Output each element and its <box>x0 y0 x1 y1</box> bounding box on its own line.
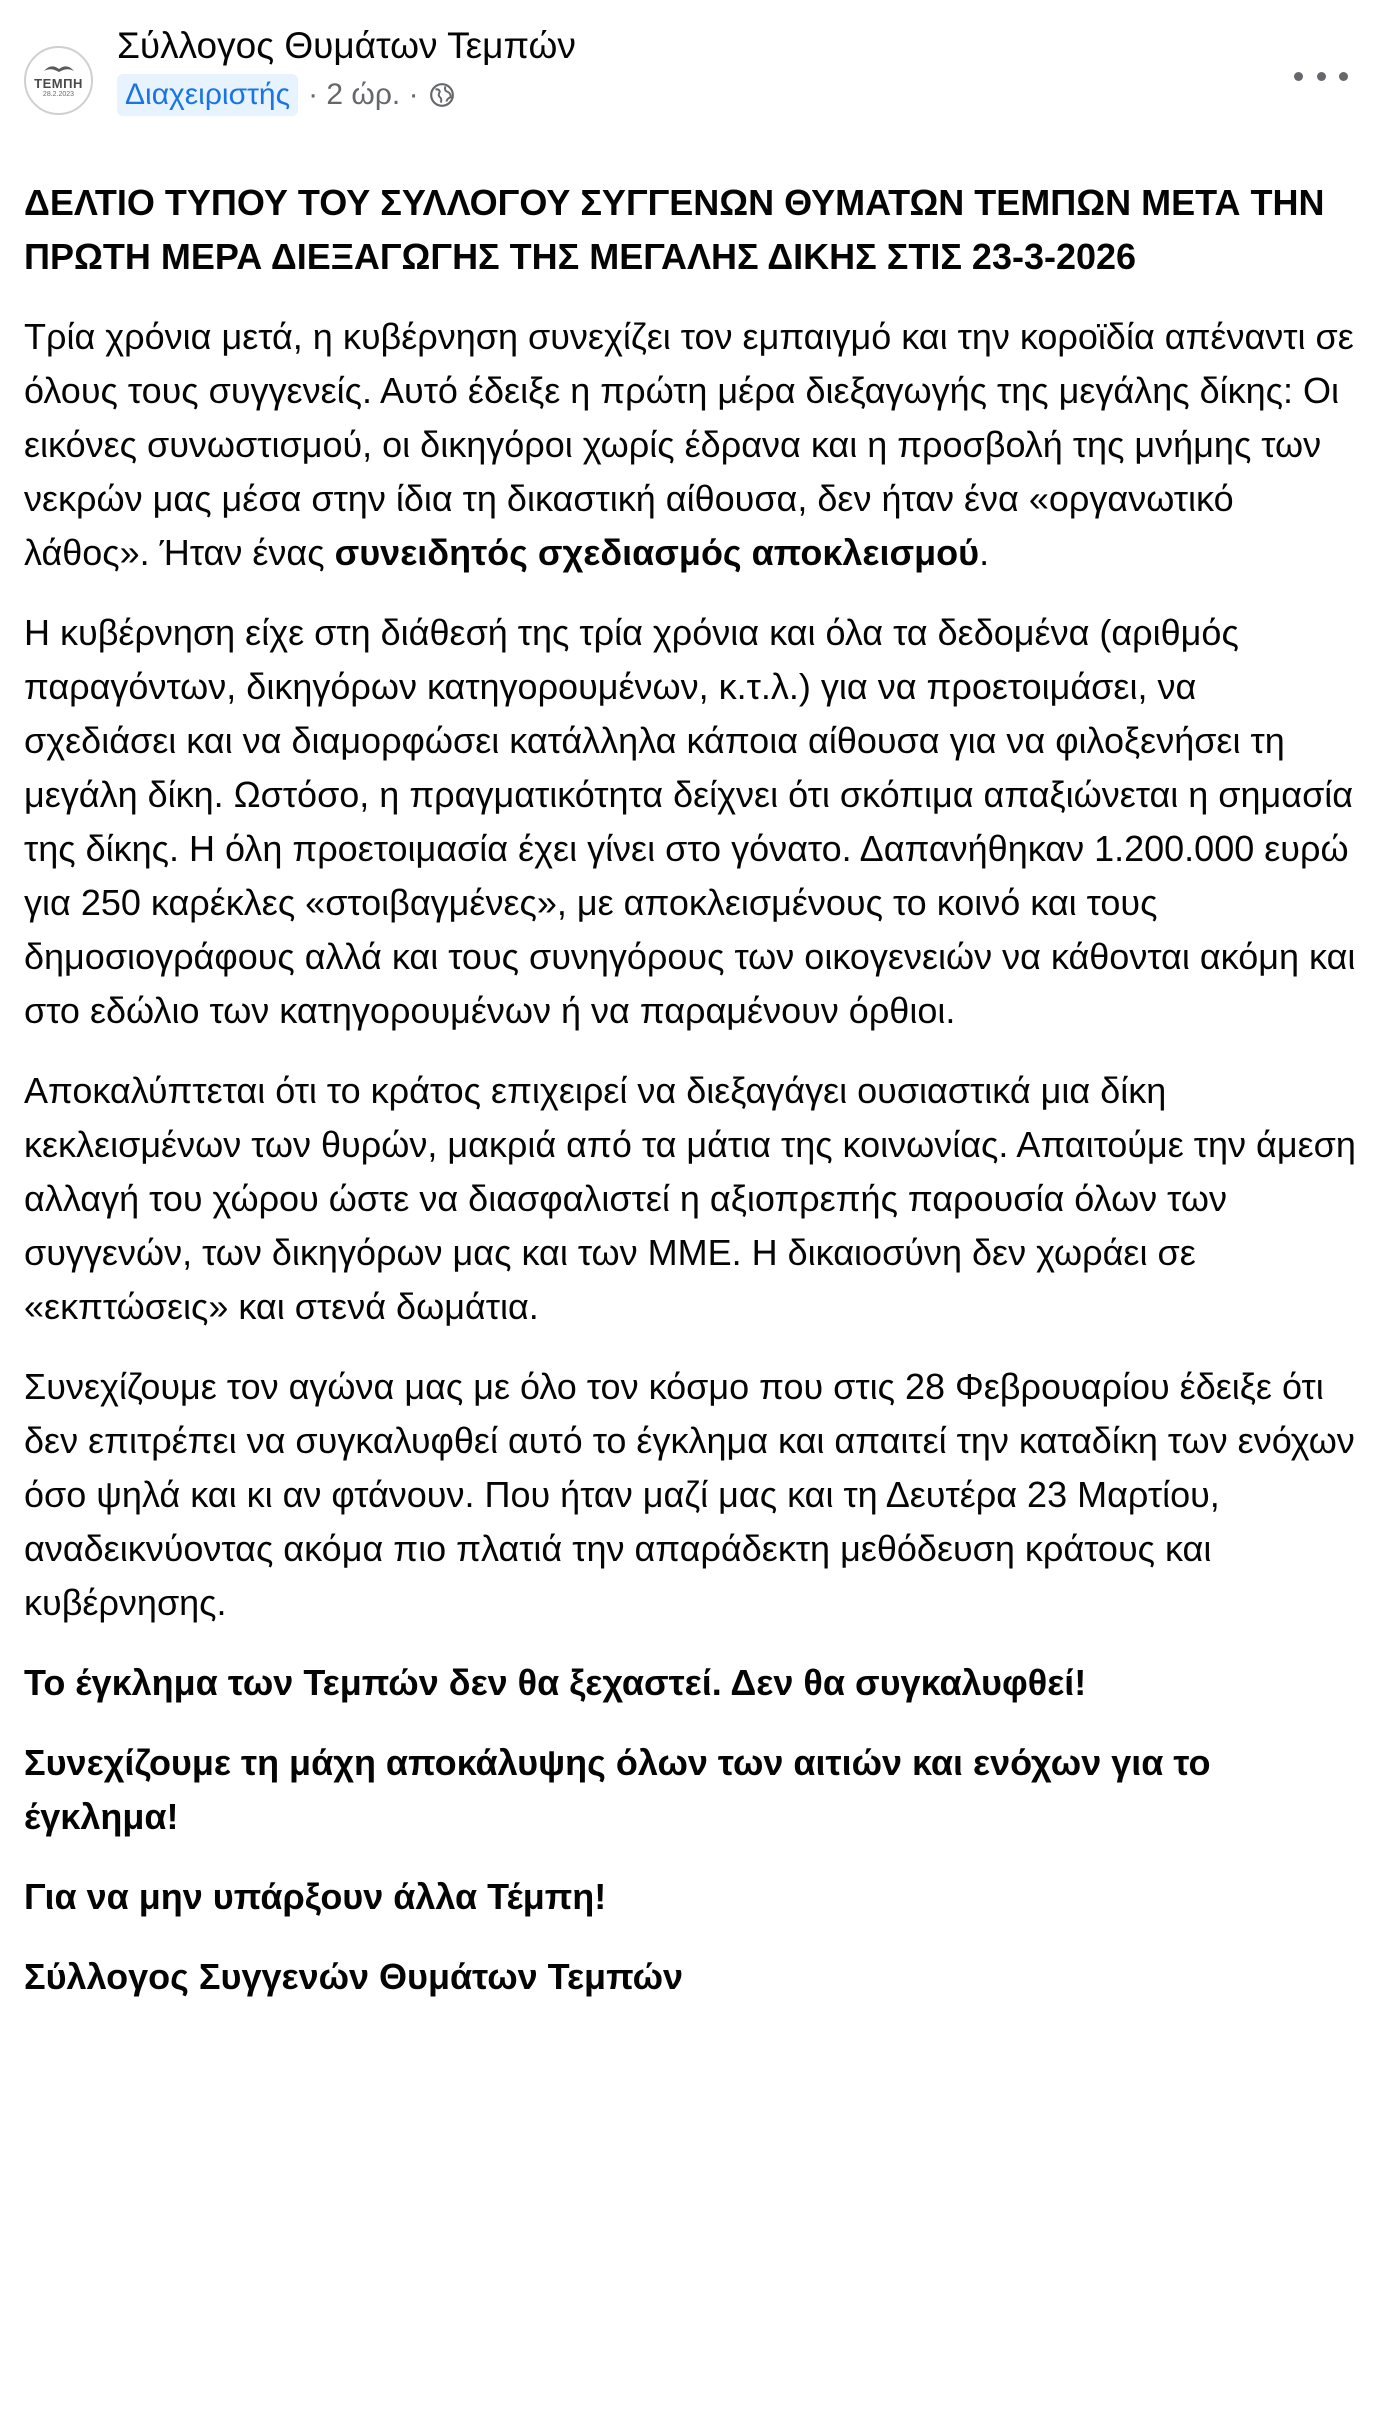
role-badge[interactable]: Διαχειριστής <box>117 74 298 116</box>
more-options-dot-icon <box>1339 72 1348 81</box>
globe-icon[interactable] <box>429 82 455 108</box>
paragraph-2: Η κυβέρνηση είχε στη διάθεσή της τρία χρόνια και όλα τα δεδομένα (αριθμός παραγόντων, δικηγόρων κατηγορουμένων, κ.τ.λ.) για να προετοιμάσει, να σχεδιάσει και να διαμορφώσει κατάλληλα κάποια αίθουσα για να φιλοξενήσει τη μεγάλη δίκη. Ωστόσο, η πραγματικότητα δείχνει ότι σκόπιμα απαξιώνεται η σημασία της δίκης. Η όλη προετοιμασία έχει γίνει στο γόνατο. Δαπανήθηκαν 1.200.000 ευρώ για 250 καρέκλες «στοιβαγμένες», με αποκλεισμένους το κοινό και τους δημοσιογράφους αλλά και τους συνηγόρους των οικογενειών να κάθονται ακόμη και στο εδώλιο των κατηγορουμένων ή να παραμένουν όρθιοι. <box>24 612 1356 1031</box>
avatar-logo-text: ΤΕΜΠΗ <box>34 76 83 92</box>
post-time[interactable]: · 2 ώρ. · <box>308 78 419 111</box>
post-body <box>24 176 1366 2004</box>
page-name-link[interactable]: Σύλλογος Θυμάτων Τεμπών <box>117 25 576 66</box>
paragraph-1 <box>24 310 1356 580</box>
paragraph-3: Αποκαλύπτεται ότι το κράτος επιχειρεί να διεξαγάγει ουσιαστικά μια δίκη κεκλεισμένων των θυρών, μακριά από τα μάτια της κοινωνίας. Απαιτούμε την άμεση αλλαγή του χώρου ώστε να διασφαλιστεί η αξιοπρεπής παρουσία όλων των συγγενών, των δικηγόρων μας και των ΜΜΕ. Η δικαιοσύνη δεν χωράει σε «εκπτώσεις» και στενά δωμάτια. <box>24 1070 1356 1327</box>
bold-line-1: Το έγκλημα των Τεμπών δεν θα ξεχαστεί. Δεν θα συγκαλυφθεί! <box>24 1662 1087 1703</box>
more-options-dot-icon <box>1317 72 1326 81</box>
paragraph-1-text: Τρία χρόνια μετά, η κυβέρνηση συνεχίζει τον εμπαιγμό και την κοροϊδία απέναντι σε όλους τους συγγενείς. Αυτό έδειξε η πρώτη μέρα διεξαγωγής της μεγάλης δίκης: Οι εικόνες συνωστισμού, οι δικηγόροι χωρίς έδρανα και η προσβολή της μνήμης των νεκρών μας μέσα στην ίδια τη δικαστική αίθουσα, δεν ήταν ένα «οργανωτικό λάθος». Ήταν ένας <box>24 316 1354 573</box>
paragraph-1-bold: συνειδητός σχεδιασμός αποκλεισμού <box>334 532 980 573</box>
signature: Σύλλογος Συγγενών Θυμάτων Τεμπών <box>24 1956 684 1997</box>
bird-logo-icon <box>42 61 76 75</box>
paragraph-4: Συνεχίζουμε τον αγώνα μας με όλο τον κόσμο που στις 28 Φεβρουαρίου έδειξε ότι δεν επιτρέπει να συγκαλυφθεί αυτό το έγκλημα και απαιτεί την καταδίκη των ενόχων όσο ψηλά και κι αν φτάνουν. Που ήταν μαζί μας και τη Δευτέρα 23 Μαρτίου, αναδεικνύοντας ακόμα πιο πλατιά την απαράδεκτη μεθόδευση κράτους και κυβέρνησης. <box>24 1366 1355 1623</box>
post-header <box>24 18 1366 138</box>
more-options-button[interactable] <box>1294 58 1348 94</box>
more-options-dot-icon <box>1294 72 1303 81</box>
avatar-logo-date: 28.2.2023 <box>42 91 75 99</box>
bold-line-3: Για να μην υπάρξουν άλλα Τέμπη! <box>24 1876 607 1917</box>
avatar[interactable] <box>24 46 93 115</box>
post-title: ΔΕΛΤΙΟ ΤΥΠΟΥ ΤΟΥ ΣΥΛΛΟΓΟΥ ΣΥΓΓΕΝΩΝ ΘΥΜΑΤΩΝ ΤΕΜΠΩΝ ΜΕΤΑ ΤΗΝ ΠΡΩΤΗ ΜΕΡΑ ΔΙΕΞΑΓΩΓΗΣ ΤΗΣ ΜΕΓΑΛΗΣ ΔΙΚΗΣ ΣΤΙΣ 23-3-2026 <box>24 182 1325 277</box>
post-meta <box>117 74 1366 116</box>
bold-line-2: Συνεχίζουμε τη μάχη αποκάλυψης όλων των αιτιών και ενόχων για το έγκλημα! <box>24 1742 1211 1837</box>
header-text <box>117 18 1366 116</box>
paragraph-1-end: . <box>979 532 990 573</box>
